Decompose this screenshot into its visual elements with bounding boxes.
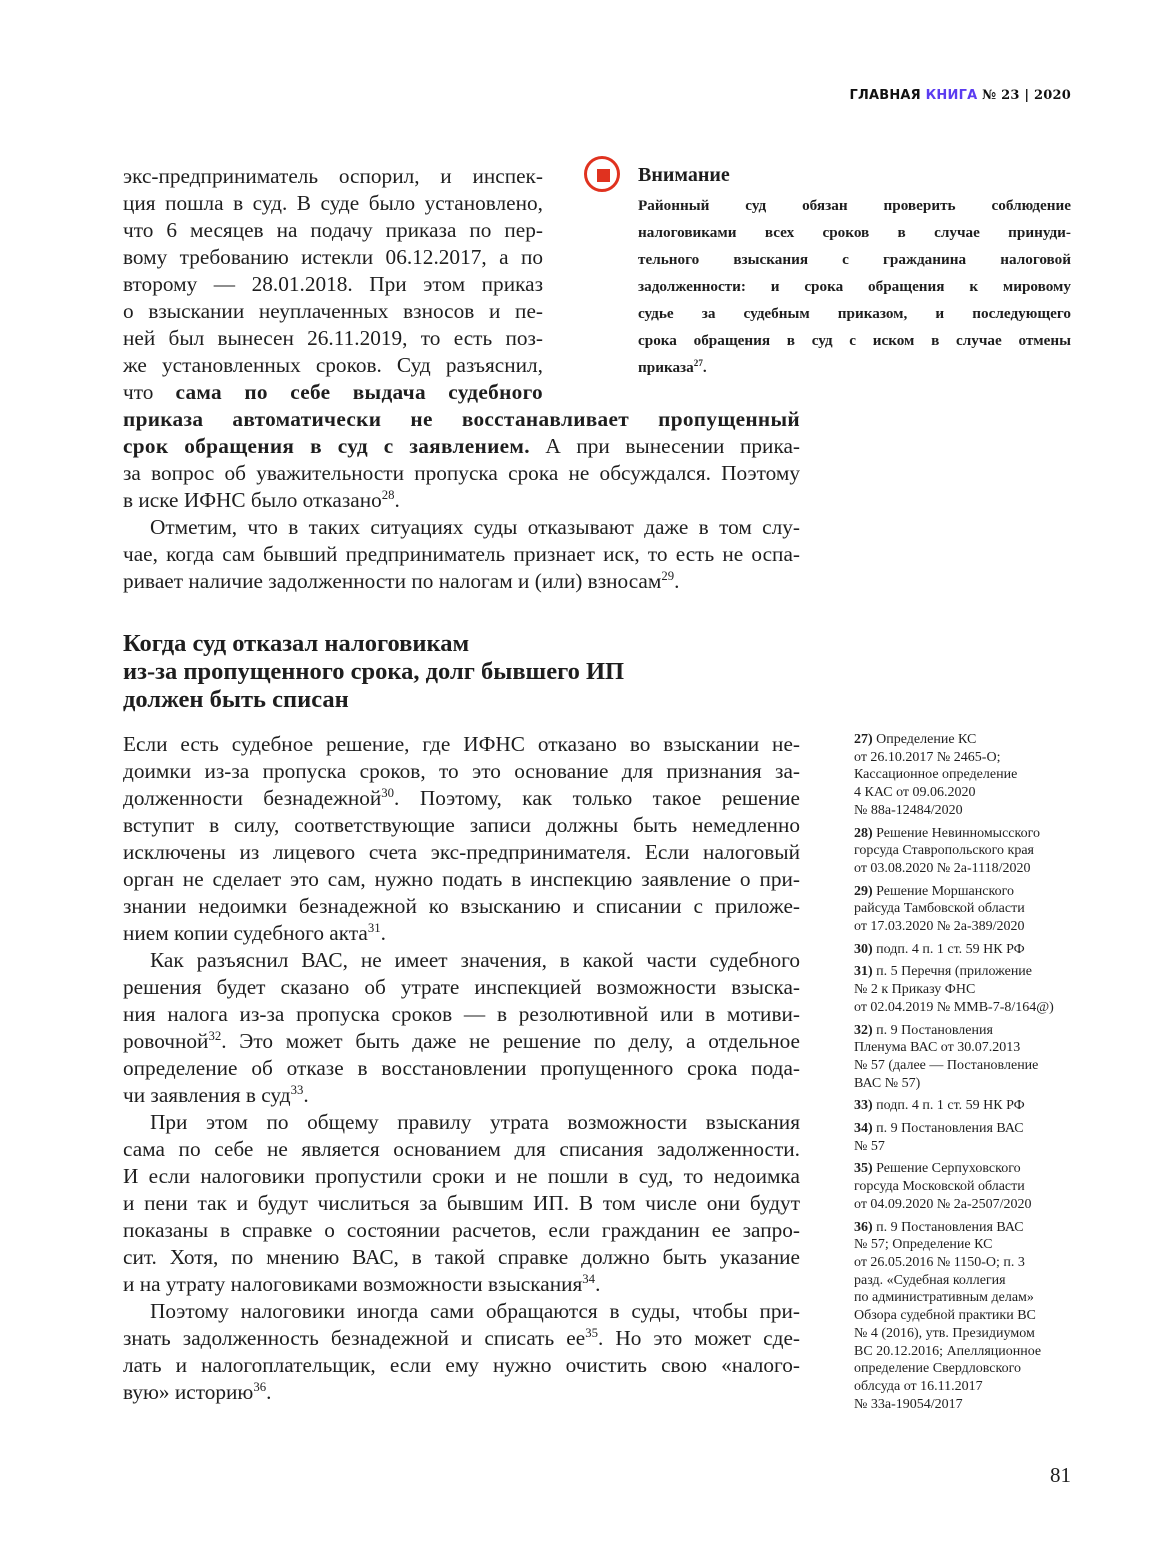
footnote-line: № 33а-19054/2017 [854,1396,963,1412]
section-2-text [123,731,800,1406]
footnote-number: 31) [854,964,877,980]
text-line: сит. Хотя, по мнению ВАС, в такой справке должно быть указание [123,1245,800,1269]
paragraph [123,1109,800,1298]
text: в иске ИФНС было отказано [123,488,382,512]
callout-line: судье за судебным приказом, и последующего [638,305,1071,322]
footnote-line: горсуда Московской области [854,1179,1025,1195]
footnote-line: 34) п. 9 Постановления ВАС [854,1121,1024,1137]
text-line: Если есть судебное решение, где ИФНС отказано во взыскании не- [123,732,800,756]
text-line: и пени так и будут числиться за бывшим ИП. В том числе они будут [123,1191,800,1215]
text-line: же установленных сроков. Суд разъяснил, [123,353,543,377]
callout-line: тельного взыскания с гражданина налоговой [638,251,1071,268]
footnote-line: № 57; Определение КС [854,1237,993,1253]
text-line [123,1271,800,1298]
footnote-line: от 26.05.2016 № 1150-О; п. 3 [854,1254,1025,1270]
footnote-number: 28) [854,825,877,841]
brand-name: ГЛАВНАЯ [849,88,921,103]
footnote-line: 30) подп. 4 п. 1 ст. 59 НК РФ [854,941,1025,957]
paragraph [123,947,800,1109]
brand-name-accent: КНИГА [925,88,978,103]
footnote-line: 35) Решение Серпуховского [854,1161,1021,1177]
text: . [702,359,707,376]
page-number: 81 [1050,1463,1071,1487]
footnote-number: 30) [854,941,877,957]
text: долженности безнадежной [123,786,382,810]
footnote-line: Пленума ВАС от 30.07.2013 [854,1040,1021,1056]
callout-line: налоговиками всех сроков в случае принуди- [638,224,1071,241]
footnote [854,825,1074,878]
text-line: ней был вынесен 26.11.2019, то есть поз- [123,326,543,350]
text: нием копии судебного акта [123,921,368,945]
text: . [266,1380,272,1404]
footnote-number: 35) [854,1161,877,1177]
text: . [380,921,386,945]
text: . Поэтому, как только такое решение [394,786,800,810]
callout-line: задолженности: и срока обращения к мировому [638,278,1071,295]
text: . [394,488,400,512]
footnote-line: горсуда Ставропольского края [854,843,1034,859]
text-line: ния налога из-за пропуска сроков — в резолютивной или в мотиви- [123,1002,800,1026]
text-line: второму — 28.01.2018. При этом приказ [123,272,543,296]
text-line: лать и налогоплательщик, если ему нужно очистить свою «налого- [123,1353,800,1377]
text-line [123,487,800,514]
text-line: о взыскании неуплаченных взносов и пе- [123,299,543,323]
running-header [849,88,1071,103]
footnotes [854,731,1074,1418]
paragraph [123,514,800,595]
text-line [123,1028,800,1055]
text-line: сама по себе не является основанием для списания задолженности. [123,1137,800,1161]
footnote-number: 36) [854,1219,877,1235]
text-line: И если налоговики пропустили сроки и не пошли в суд, то недоимка [123,1164,800,1188]
stop-icon [584,156,620,192]
footnote [854,1120,1074,1155]
footnote-line: № 2 к Приказу ФНС [854,982,976,998]
footnote-line: 31) п. 5 Перечня (приложение [854,964,1033,980]
bold-text: срок обращения в суд с заявлением. [123,434,530,458]
text-line: доимки из-за пропуска сроков, то это основание для признания за- [123,759,800,783]
footnote-ref: 29 [661,568,675,583]
footnote-line: Кассационное определение [854,767,1018,783]
footnote-number: 29) [854,883,877,899]
text: ривает наличие задолженности по налогам и (или) взносам [123,569,662,593]
section-heading [123,630,624,714]
text-line [123,1379,800,1406]
footnote [854,1097,1074,1115]
text-line: вступит в силу, соответствующие записи должны быть немедленно [123,813,800,837]
footnote-ref: 32 [208,1028,222,1043]
callout-body [638,192,1071,381]
text-line: решения будет сказано об утрате инспекцией возможности взыска- [123,975,800,999]
text-line: чае, когда сам бывший предприниматель признает иск, то есть не оспа- [123,542,800,566]
footnote-number: 32) [854,1022,877,1038]
text-line: При этом по общему правилу утрата возможности взыскания [150,1110,800,1134]
footnote-line: 27) Определение КС [854,732,977,747]
text-line: вому требованию истекли 06.12.2017, а по [123,245,543,269]
footnote-ref: 28 [381,487,395,502]
heading-line: Когда суд отказал налоговикам [123,630,470,657]
text: приказа [638,359,694,376]
footnote-ref: 35 [585,1325,598,1340]
footnote-line: Обзора судебной практики ВС [854,1308,1036,1324]
footnote-line: № 57 [854,1138,885,1154]
text-line: что 6 месяцев на подачу приказа по пер- [123,218,543,242]
text: чи заявления в суд [123,1083,291,1107]
footnote-line: № 4 (2016), утв. Президиумом [854,1325,1035,1341]
footnote-line: № 88а-12484/2020 [854,802,963,818]
footnote-line: облсуда от 16.11.2017 [854,1378,983,1394]
footnote [854,883,1074,936]
text-line: показаны в справке о состоянии расчетов, если гражданин ее запро- [123,1218,800,1242]
text-line [123,1082,800,1109]
text: знать задолженность безнадежной и списать ее [123,1326,586,1350]
footnote-line: 32) п. 9 Постановления [854,1022,993,1038]
text: . [595,1272,601,1296]
footnote [854,963,1074,1016]
footnote-line: ВАС № 57) [854,1075,921,1091]
callout-line [638,354,1071,381]
text: А при вынесении прика- [529,434,801,458]
footnote-number: 27) [854,732,877,747]
footnote-line: от 04.09.2020 № 2а-2507/2020 [854,1196,1032,1212]
footnote [854,1219,1074,1414]
callout-line: срока обращения в суд с иском в случае отмены [638,332,1071,349]
text-line [123,433,800,460]
text-line [123,568,800,595]
text-line [123,785,800,812]
footnote-line: по административным делам» [854,1290,1034,1306]
footnote [854,1160,1074,1213]
footnote-line: райсуда Тамбовской области [854,901,1025,917]
footnote-ref: 33 [290,1082,304,1097]
text-line: Как разъяснил ВАС, не имеет значения, в какой части судебного [150,948,800,972]
footnote-line: № 57 (далее — Постановление [854,1057,1039,1073]
footnote-ref: 30 [381,785,395,800]
issue-number: № 23 | 2020 [982,88,1071,103]
footnote-ref: 36 [253,1379,267,1394]
footnote-line: от 26.10.2017 № 2465-О; [854,749,1001,765]
footnote-line: 29) Решение Моршанского [854,883,1014,899]
callout-title: Внимание [638,164,730,186]
bold-text: приказа автоматически не восстанавливает пропущенный [123,407,800,431]
footnote-line: от 02.04.2019 № ММВ-7-8/164@) [854,999,1054,1015]
footnote-line: 33) подп. 4 п. 1 ст. 59 НК РФ [854,1098,1025,1114]
footnote-ref: 34 [582,1271,596,1286]
text-line [123,920,800,947]
text-line: Отметим, что в таких ситуациях суды отказывают даже в том слу- [150,515,800,539]
stop-square-icon [597,169,610,182]
footnote-line: 36) п. 9 Постановления ВАС [854,1219,1024,1235]
paragraph [123,1298,800,1406]
text-line: орган не сделает это сам, нужно подать в инспекцию заявление о при- [123,867,800,891]
text: ровочной [123,1029,209,1053]
text-line: за вопрос об уважительности пропуска срока не обсуждался. Поэтому [123,461,800,485]
text-line [123,379,543,406]
text: . Это может быть даже не решение по делу, а отдельное [221,1029,800,1053]
footnote [854,731,1074,820]
text-line: экс-предприниматель оспорил, и инспек- [123,164,543,188]
text: вую» историю [123,1380,254,1404]
text-line: исключены из лицевого счета экс-предпринимателя. Если налоговый [123,840,800,864]
text: и на утрату налоговиками возможности взыскания [123,1272,583,1296]
footnote-line: ВС 20.12.2016; Апелляционное [854,1343,1042,1359]
text: что [123,380,176,404]
footnote [854,1022,1074,1093]
text-line: Поэтому налоговики иногда сами обращаются в суды, чтобы при- [150,1299,800,1323]
text: . [674,569,680,593]
footnote-ref: 31 [367,920,381,935]
footnote-line: от 17.03.2020 № 2а-389/2020 [854,919,1025,935]
text: . [303,1083,309,1107]
bold-text: сама по себе выдача судебного [175,380,543,404]
text-line [123,1325,800,1352]
text-line: определение об отказе в восстановлении пропущенного срока пода- [123,1056,800,1080]
paragraph [123,731,800,947]
text-line: знании недоимки безнадежной ко взысканию и списании с приложе- [123,894,800,918]
footnote-number: 33) [854,1098,877,1114]
footnote-line: 4 КАС от 09.06.2020 [854,785,976,801]
heading-line: из-за пропущенного срока, долг бывшего ИП [123,658,625,685]
footnote-ref: 27 [693,357,703,368]
heading-line: должен быть списан [123,686,349,713]
text-line [123,406,800,433]
footnote-line: разд. «Судебная коллегия [854,1272,1006,1288]
text: . Но это может сде- [597,1326,800,1350]
callout-line: Районный суд обязан проверить соблюдение [638,197,1071,214]
text-line: ция пошла в суд. В суде было установлено, [123,191,543,215]
footnote-number: 34) [854,1121,877,1137]
footnote-line: 28) Решение Невинномысского [854,825,1041,841]
footnote-line: от 03.08.2020 № 2а-1118/2020 [854,860,1031,876]
footnote [854,941,1074,959]
footnote-line: определение Свердловского [854,1361,1021,1377]
